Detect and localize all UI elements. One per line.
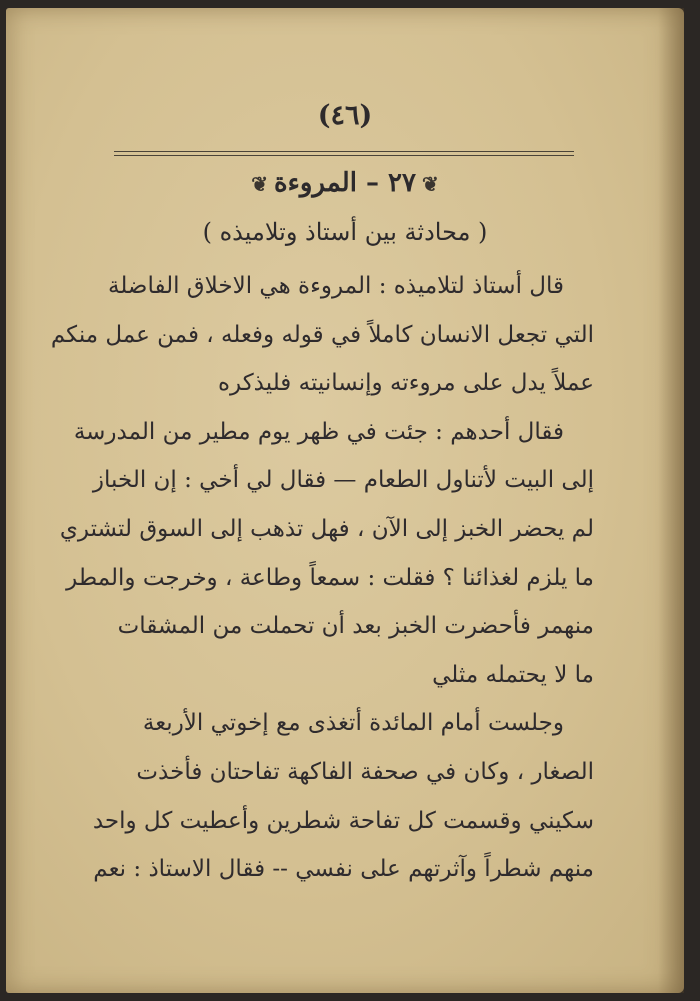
text-line: منهمر فأحضرت الخبز بعد أن تحملت من المشقات bbox=[117, 613, 594, 640]
text-line: إلى البيت لأتناول الطعام — فقال لي أخي : إن الخباز bbox=[92, 467, 594, 494]
text-line: فقال أحدهم : جئت في ظهر يوم مطير من المدرسة bbox=[73, 418, 564, 445]
section-heading bbox=[6, 168, 684, 198]
book-page bbox=[6, 8, 684, 993]
text-line: سكيني وقسمت كل تفاحة شطرين وأعطيت كل واحد bbox=[92, 807, 594, 834]
body-text bbox=[50, 262, 594, 894]
text-line: ما يلزم لغذائنا ؟ فقلت : سمعاً وطاعة ، وخرجت والمطر bbox=[66, 564, 594, 591]
text-line: عملاً يدل على مروءته وإنسانيته فليذكره bbox=[217, 370, 594, 397]
text-line: منهم شطراً وآثرتهم على نفسي -- فقال الاستاذ : نعم bbox=[93, 856, 594, 883]
text-line: التي تجعل الانسان كاملاً في قوله وفعله ، فمن عمل منكم bbox=[50, 321, 594, 348]
text-line: وجلست أمام المائدة أتغذى مع إخوتي الأربعة bbox=[142, 710, 564, 737]
text-line: الصغار ، وكان في صحفة الفاكهة تفاحتان فأخذت bbox=[136, 758, 594, 785]
section-title: ٢٧ – المروءة bbox=[274, 168, 416, 198]
header-rule bbox=[114, 155, 574, 156]
page-spine-shadow bbox=[658, 8, 684, 993]
right-ornament-icon: ❦ bbox=[251, 172, 269, 196]
section-subtitle: ( محادثة بين أستاذ وتلاميذه ) bbox=[202, 218, 488, 246]
page-number: (٤٦) bbox=[317, 100, 373, 131]
text-line: قال أستاذ لتلاميذه : المروءة هي الاخلاق الفاضلة bbox=[107, 273, 564, 299]
text-line: لم يحضر الخبز إلى الآن ، فهل تذهب إلى السوق لتشتري bbox=[59, 515, 594, 542]
text-line: ما لا يحتمله مثلي bbox=[432, 661, 594, 688]
left-ornament-icon: ❦ bbox=[421, 172, 439, 196]
header-rule bbox=[114, 151, 574, 152]
